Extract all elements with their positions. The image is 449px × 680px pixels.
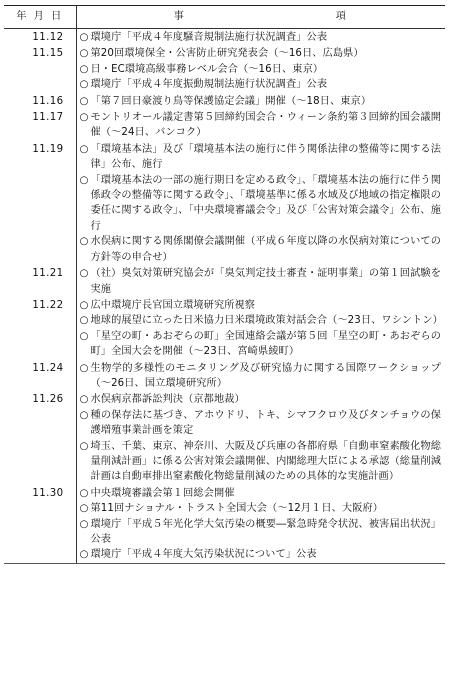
- event-list: [76, 45, 445, 92]
- event-date: 11.21: [4, 265, 76, 297]
- event-list: [76, 141, 445, 265]
- list-item: [77, 501, 446, 516]
- event-text: 水俣病京都訴訟判決（京都地裁）: [90, 394, 245, 406]
- table-row: [4, 297, 445, 360]
- circle-bullet-icon: ○: [79, 315, 89, 327]
- event-text: 中央環境審議会第１回総会開催: [90, 487, 235, 499]
- table-body: [4, 29, 445, 564]
- list-item: [77, 329, 446, 360]
- list-item: [77, 234, 446, 265]
- table-row: [4, 360, 445, 392]
- circle-bullet-icon: ○: [79, 394, 89, 406]
- circle-bullet-icon: ○: [79, 409, 89, 421]
- event-text: 「環境基本法の一部の施行期日を定める政令」、「環境基本法の施行に伴う関係政令の整備等に関する政令」、「環境基準に係る水域及び地域の指定権限の委任に関する政令」、「中央環境審議会令」及び「公害対策会議令」公布、施行: [90, 174, 441, 232]
- circle-bullet-icon: ○: [79, 503, 89, 515]
- event-list: [76, 109, 445, 141]
- list-item: [77, 517, 446, 548]
- event-text: 地球的展望に立った日米協力日米環境政策対話会合（～23日、ワシントン）: [90, 315, 443, 327]
- event-date: 11.24: [4, 360, 76, 392]
- circle-bullet-icon: ○: [79, 143, 89, 155]
- circle-bullet-icon: ○: [79, 268, 89, 280]
- circle-bullet-icon: ○: [79, 95, 89, 107]
- list-item: [77, 392, 446, 407]
- event-text: 広中環境庁長官国立環境研究所視察: [90, 299, 256, 311]
- circle-bullet-icon: ○: [79, 299, 89, 311]
- circle-bullet-icon: ○: [79, 549, 89, 561]
- list-item: [77, 173, 446, 235]
- event-date: 11.12: [4, 29, 76, 46]
- event-text: 「星空の町・あおぞらの町」全国連絡会議が第５回「星空の町・あおぞらの町」全国大会を開催（～23日、宮崎県綾町）: [90, 330, 441, 358]
- table-row: [4, 391, 445, 484]
- table-row: [4, 265, 445, 297]
- circle-bullet-icon: ○: [79, 63, 89, 75]
- list-item: [77, 298, 446, 313]
- event-text: 「第７回日豪渡り鳥等保護協定会議」開催（～18日、東京）: [90, 95, 372, 107]
- event-date: 11.30: [4, 485, 76, 564]
- circle-bullet-icon: ○: [79, 112, 89, 124]
- event-text: 第11回ナショナル・トラスト全国大会（～12月１日、大阪府）: [90, 503, 384, 515]
- event-text: 環境庁「平成５年光化学大気汚染の概要―緊急時発令状況、被害届出状況」公表: [90, 518, 441, 545]
- list-item: [77, 313, 446, 328]
- event-date: 11.15: [4, 45, 76, 92]
- circle-bullet-icon: ○: [79, 440, 89, 452]
- event-text: 生物学的多様性のモニタリング及び研究協力に関する国際ワークショップ（～26日、国立環境研究所）: [90, 362, 441, 389]
- event-list: [76, 360, 445, 392]
- list-item: [77, 62, 446, 77]
- list-item: [77, 408, 446, 439]
- event-date: 11.16: [4, 93, 76, 109]
- event-text: 「環境基本法」及び「環境基本法の施行に伴う関係法律の整備等に関する法律」公布、施行: [90, 143, 441, 171]
- circle-bullet-icon: ○: [79, 48, 89, 60]
- circle-bullet-icon: ○: [79, 330, 89, 342]
- list-item: [77, 110, 446, 141]
- event-text: 環境庁「平成４年度振動規制法施行状況調査」公表: [90, 79, 328, 91]
- table-row: [4, 29, 445, 46]
- event-date: 11.22: [4, 297, 76, 360]
- chronology-table: [4, 5, 445, 564]
- list-item: [77, 77, 446, 92]
- list-item: [77, 30, 446, 45]
- table-row: [4, 485, 445, 564]
- list-item: [77, 361, 446, 392]
- event-text: 埼玉、千葉、東京、神奈川、大阪及び兵庫の各都府県「自動車窒素酸化物総量削減計画」に係る公害対策会議開催、内閣総理大臣による承認（総量削減計画は自動車排出窒素酸化物総量削減のための具体的な実施計画）: [90, 440, 441, 483]
- event-text: （社）臭気対策研究協会が「臭気判定技士審査・証明事業」の第１回試験を実施: [90, 268, 441, 295]
- item-header-char-1: 事: [173, 11, 186, 23]
- circle-bullet-icon: ○: [79, 174, 89, 186]
- event-list: [76, 265, 445, 297]
- list-item: [77, 547, 446, 562]
- item-column-header: [76, 6, 445, 29]
- table-row: [4, 141, 445, 265]
- event-date: 11.26: [4, 391, 76, 484]
- list-item: [77, 46, 446, 61]
- circle-bullet-icon: ○: [79, 362, 89, 374]
- table-row: [4, 45, 445, 92]
- event-text: 水俣病に関する関係閣僚会議開催（平成６年度以降の水俣病対策についての方針等の申合せ）: [90, 236, 441, 263]
- circle-bullet-icon: ○: [79, 236, 89, 248]
- table-header-row: [4, 6, 445, 29]
- circle-bullet-icon: ○: [79, 518, 89, 530]
- table-row: [4, 109, 445, 141]
- event-list: [76, 29, 445, 46]
- event-text: 種の保存法に基づき、アホウドリ、トキ、シマフクロウ及びタンチョウの保護増殖事業計画を策定: [90, 409, 441, 437]
- list-item: [77, 266, 446, 297]
- event-text: 第20回環境保全・公害防止研究発表会（～16日、広島県）: [90, 48, 364, 60]
- event-text: 日・EC環境高級事務レベル会合（～16日、東京）: [90, 63, 324, 75]
- circle-bullet-icon: ○: [79, 79, 89, 91]
- event-text: 環境庁「平成４年度騒音規制法施行状況調査」公表: [90, 32, 328, 43]
- event-list: [76, 391, 445, 484]
- event-text: 環境庁「平成４年度大気汚染状況について」公表: [90, 549, 317, 561]
- list-item: [77, 142, 446, 173]
- event-list: [76, 485, 445, 564]
- list-item: [77, 439, 446, 485]
- circle-bullet-icon: ○: [79, 32, 89, 43]
- circle-bullet-icon: ○: [79, 487, 89, 499]
- event-list: [76, 93, 445, 109]
- list-item: [77, 486, 446, 501]
- event-date: 11.17: [4, 109, 76, 141]
- table-row: [4, 93, 445, 109]
- event-list: [76, 297, 445, 360]
- item-header-char-2: 項: [335, 11, 348, 23]
- list-item: [77, 94, 446, 109]
- event-text: モントリオール議定書第５回締約国会合・ウィーン条約第３回締約国会議開催（～24日、バンコク）: [90, 112, 441, 139]
- event-date: 11.19: [4, 141, 76, 265]
- date-column-header: 年 月 日: [4, 6, 76, 29]
